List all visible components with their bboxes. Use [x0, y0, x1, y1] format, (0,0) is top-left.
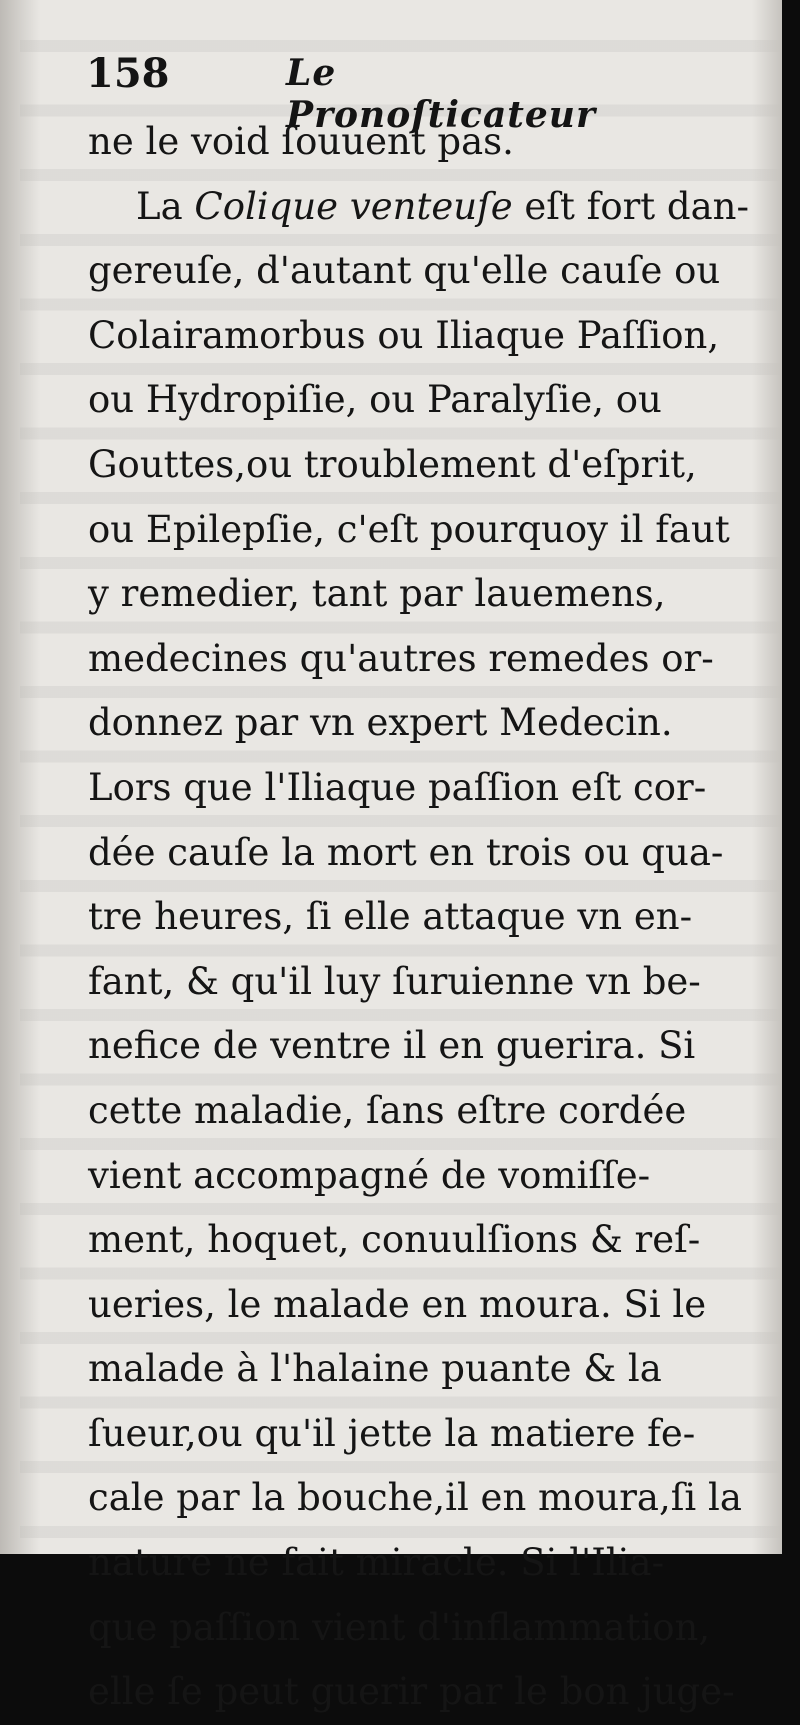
text-line: ne le void ſouuent pas. [88, 120, 514, 163]
text-segment: eſt fort dan- [512, 184, 749, 228]
page-header [86, 50, 646, 136]
page-edge-shadow-left [0, 0, 40, 1554]
text-line: gereuſe, d'autant qu'elle cauſe ou [88, 249, 721, 293]
text-line: nefice de ventre il en guerira. Si [88, 1024, 696, 1068]
book-gutter [782, 0, 800, 1554]
page-number: 158 [86, 50, 170, 97]
body-text [88, 110, 768, 1725]
text-line: dée cauſe la mort en trois ou qua- [88, 830, 724, 874]
text-line: fant, & qu'il luy ſuruienne vn be- [88, 959, 701, 1003]
text-line: elle ſe peut guerir par le bon juge- [88, 1670, 735, 1714]
running-title: Le Pronoſticateur [286, 52, 596, 136]
text-line: ueries, le malade en moura. Si le [88, 1282, 707, 1326]
italic-term: Colique venteuſe [194, 184, 513, 228]
text-line: ou Hydropiſie, ou Paralyſie, ou [88, 378, 662, 422]
text-line: nature ne fait miracle. Si l'Ilia- [88, 1541, 665, 1585]
text-line: ſueur,ou qu'il jette la matiere fe- [88, 1411, 696, 1455]
text-line: que paſſion vient d'inflammation, [88, 1605, 711, 1649]
text-line: cale par la bouche,il en moura,ſi la [88, 1476, 742, 1520]
text-line: Gouttes,ou troublement d'eſprit, [88, 442, 697, 486]
text-line: ment, hoquet, conuulſions & reſ- [88, 1218, 701, 1262]
text-line: cette maladie, ſans eſtre cordée [88, 1088, 687, 1132]
text-line: Colairamorbus ou Iliaque Paſſion, [88, 313, 720, 357]
text-line-paragraph-start [88, 175, 768, 240]
text-line: medecines qu'autres remedes or- [88, 636, 714, 680]
text-segment: La [136, 184, 195, 228]
text-line: y remedier, tant par lauemens, [88, 572, 666, 616]
text-line: Lors que l'Iliaque paſſion eſt cor- [88, 765, 707, 809]
text-line: donnez par vn expert Medecin. [88, 701, 673, 745]
text-line: malade à l'halaine puante & la [88, 1347, 662, 1391]
text-line: vient accompagné de vomiſſe- [88, 1153, 651, 1197]
text-line: ou Epilepſie, c'eſt pourquoy il faut [88, 507, 730, 551]
text-line: tre heures, ſi elle attaque vn en- [88, 895, 693, 939]
